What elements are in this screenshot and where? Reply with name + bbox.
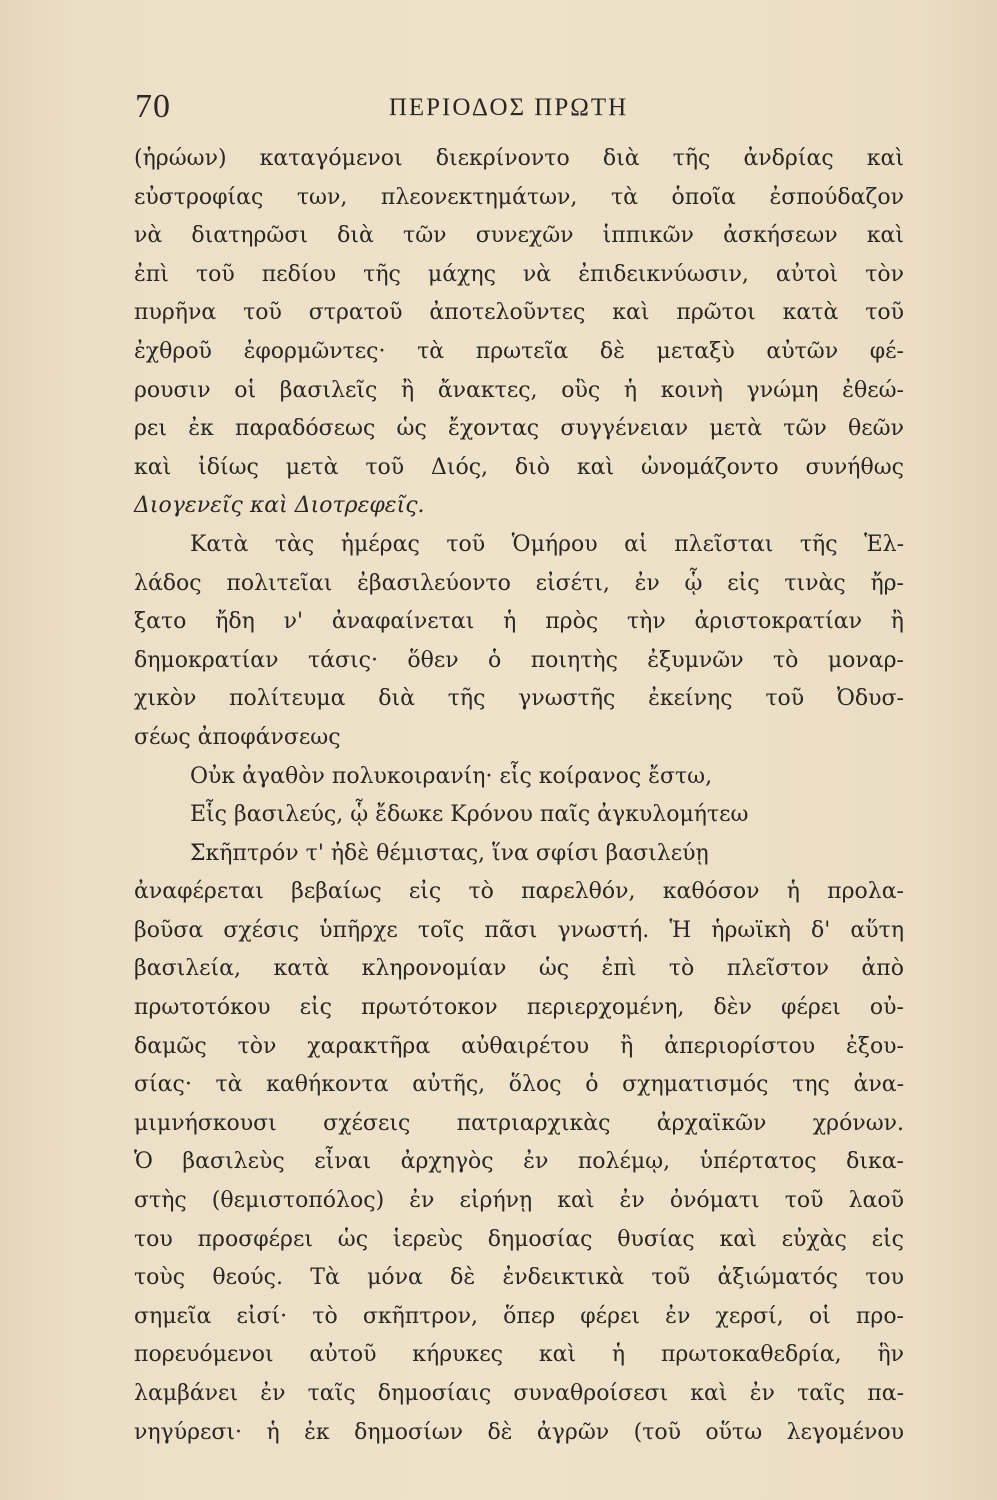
text-line: λάδος πολιτεῖαι ἐβασιλεύοντο εἰσέτι, ἐν ᾧ εἰς τινὰς ἤρ- (134, 570, 904, 596)
text-line: εὐστροφίας των, πλεονεκτημάτων, τὰ ὁποῖα ἐσπούδαζον (134, 184, 904, 210)
page-header (135, 88, 882, 132)
text-line: ξατο ἤδη ν' ἀναφαίνεται ἡ πρὸς τὴν ἀριστοκρατίαν ἢ (134, 609, 904, 635)
text-line: πορευόμενοι αὐτοῦ κήρυκες καὶ ἡ πρωτοκαθεδρία, ἣν (134, 1342, 904, 1368)
paragraph-start-line: Κατὰ τὰς ἡμέρας τοῦ Ὁμήρου αἱ πλεῖσται τῆς Ἑλ- (190, 531, 904, 557)
verse-line: Οὐκ ἀγαθὸν πολυκοιρανίη· εἷς κοίρανος ἔστω, (190, 763, 713, 789)
verse-line: Σκῆπτρόν τ' ἠδὲ θέμιστας, ἵνα σφίσι βασιλεύῃ (190, 840, 709, 866)
text-line: ἀναφέρεται βεβαίως εἰς τὸ παρελθόν, καθόσον ἡ προλα- (134, 879, 904, 905)
text-line: σέως ἀποφάνσεως (134, 724, 341, 750)
text-line: βοῦσα σχέσις ὑπῆρχε τοῖς πᾶσι γνωστή. Ἡ ἡρωϊκὴ δ' αὕτη (134, 917, 904, 943)
text-line: ρει ἐκ παραδόσεως ὡς ἔχοντας συγγένειαν μετὰ τῶν θεῶν (134, 416, 904, 442)
body-text (134, 140, 904, 1452)
text-line: πρωτοτόκου εἰς πρωτότοκον περιερχομένη, δὲν φέρει οὐ- (134, 995, 904, 1021)
text-line: πυρῆνα τοῦ στρατοῦ ἀποτελοῦντες καὶ πρῶτοι κατὰ τοῦ (134, 300, 904, 326)
text-line: ρουσιν οἱ βασιλεῖς ἢ ἄνακτες, οὓς ἡ κοινὴ γνώμη ἐθεώ- (134, 377, 904, 403)
text-line: στὴς (θεμιστοπόλος) ἐν εἰρήνῃ καὶ ἐν ὀνόματι τοῦ λαοῦ (134, 1188, 904, 1214)
text-line: νὰ διατηρῶσι διὰ τῶν συνεχῶν ἱππικῶν ἀσκήσεων καὶ (134, 223, 904, 249)
text-line: (ἡρώων) καταγόμενοι διεκρίνοντο διὰ τῆς ἀνδρίας καὶ (134, 146, 904, 171)
text-line: καὶ ἰδίως μετὰ τοῦ Διός, διὸ καὶ ὠνομάζοντο συνήθως (134, 454, 904, 480)
text-line: νηγύρεσι· ἡ ἐκ δημοσίων δὲ ἀγρῶν (τοῦ οὕτω λεγομένου (134, 1419, 904, 1445)
page-number: 70 (135, 88, 171, 125)
text-line: ἐπὶ τοῦ πεδίου τῆς μάχης νὰ ἐπιδεικνύωσιν, αὐτοὶ τὸν (134, 261, 904, 287)
text-line: τοὺς θεούς. Τὰ μόνα δὲ ἐνδεικτικὰ τοῦ ἀξιώματός του (134, 1265, 904, 1291)
text-line: λαμβάνει ἐν ταῖς δημοσίαις συναθροίσεσι καὶ ἐν ταῖς πα- (134, 1381, 904, 1406)
text-line: του προσφέρει ὡς ἱερεὺς δημοσίας θυσίας καὶ εὐχὰς εἰς (134, 1226, 904, 1252)
text-line: σίας· τὰ καθήκοντα αὐτῆς, ὅλος ὁ σχηματισμός της ἀνα- (134, 1072, 904, 1098)
text-line: σημεῖα εἰσί· τὸ σκῆπτρον, ὅπερ φέρει ἐν χερσί, οἱ προ- (134, 1303, 904, 1329)
text-line: Διογενεῖς καὶ Διοτρεφεῖς. (134, 493, 425, 519)
text-line: ἐχθροῦ ἐφορμῶντες· τὰ πρωτεῖα δὲ μεταξὺ αὐτῶν φέ- (134, 338, 904, 364)
text-line: βασιλεία, κατὰ κληρονομίαν ὡς ἐπὶ τὸ πλεῖστον ἀπὸ (134, 956, 904, 982)
verse-line: Εἷς βασιλεύς, ᾧ ἔδωκε Κρόνου παῖς ἀγκυλομήτεω (190, 802, 749, 828)
running-title: ΠΕΡΙΟΔΟΣ ΠΡΩΤΗ (388, 94, 629, 121)
text-line: δημοκρατίαν τάσις· ὅθεν ὁ ποιητὴς ἐξυμνῶν τὸ μοναρ- (134, 647, 904, 673)
text-line: δαμῶς τὸν χαρακτῆρα αὐθαιρέτου ἢ ἀπεριορίστου ἐξου- (134, 1033, 904, 1059)
text-line: χικὸν πολίτευμα διὰ τῆς γνωστῆς ἐκείνης τοῦ Ὀδυσ- (134, 686, 904, 712)
text-line: Ὁ βασιλεὺς εἶναι ἀρχηγὸς ἐν πολέμῳ, ὑπέρτατος δικα- (134, 1149, 904, 1175)
text-line: μιμνήσκουσι σχέσεις πατριαρχικὰς ἀρχαϊκῶν χρόνων. (134, 1110, 904, 1136)
